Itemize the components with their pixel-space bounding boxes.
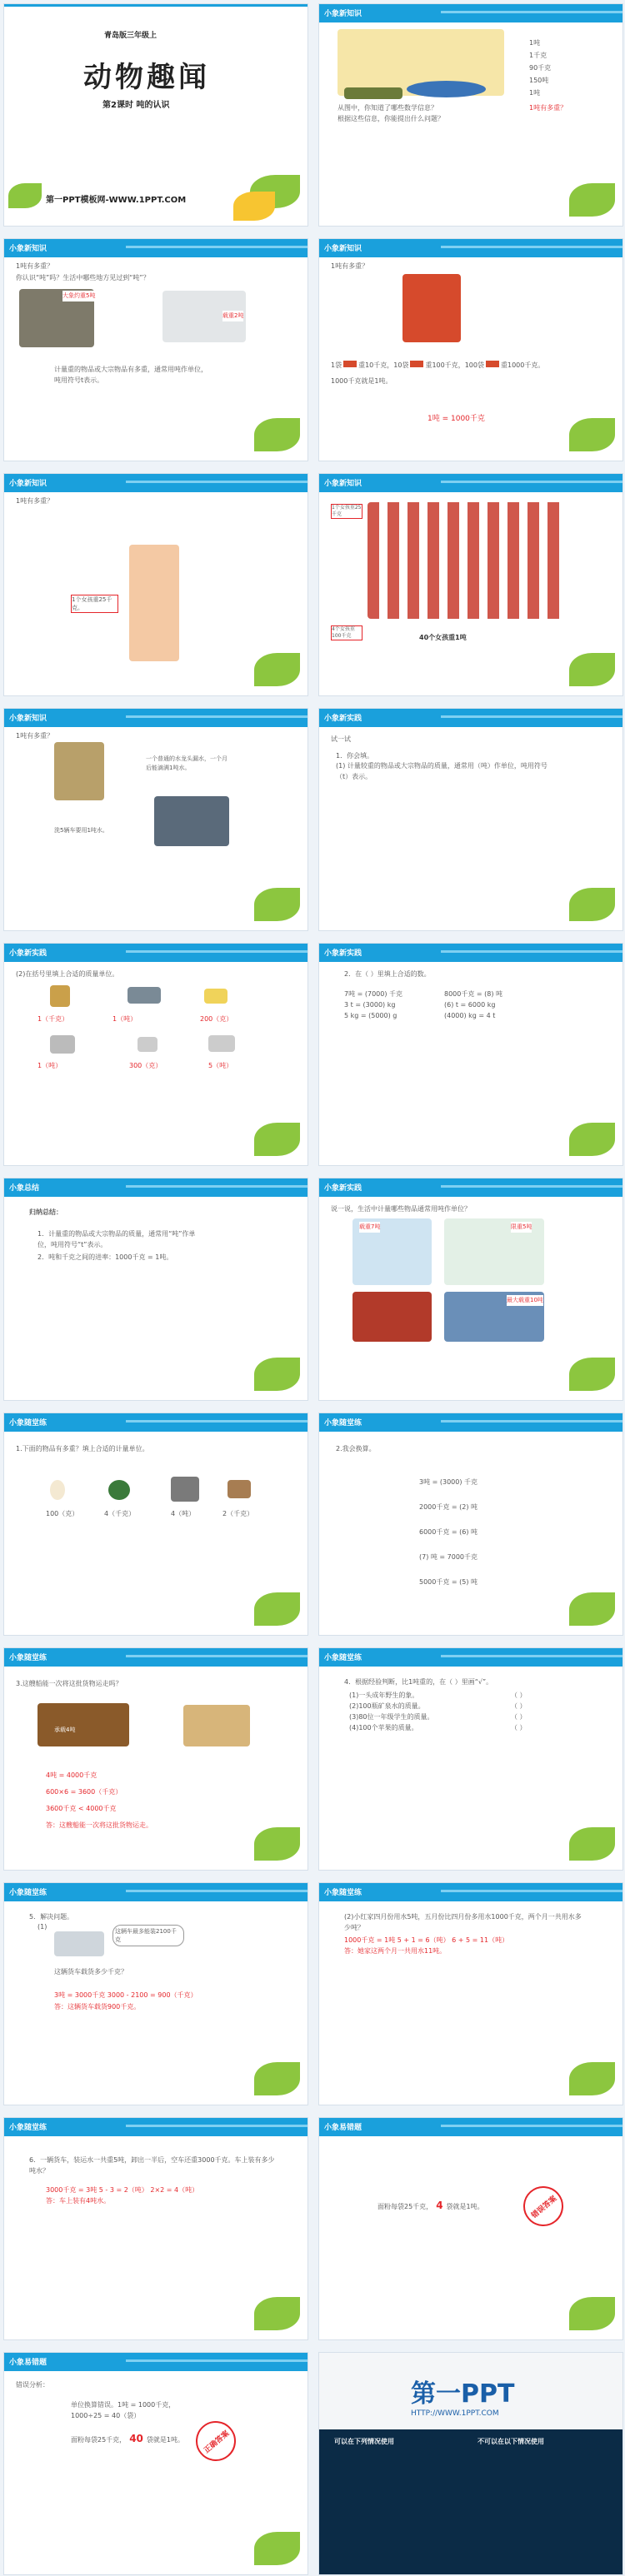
banner — [319, 1648, 622, 1667]
note-text: 计量重的物品或大宗物品有多重，通常用吨作单位，吨用符号t表示。 — [54, 366, 208, 384]
slide-tag: 小象易错题 — [324, 2124, 362, 2132]
page-title: 动物趣闻 — [83, 61, 210, 94]
answer-label: 5（吨） — [208, 1062, 233, 1069]
elephant-caption: 大象约重5吨 — [62, 291, 95, 301]
leaf-icon — [569, 2297, 615, 2330]
judge-row: (3)80位一年级学生的质量。 — [349, 1713, 434, 1721]
analysis-line: 1000÷25 = 40（袋） — [71, 2412, 141, 2419]
slide-4 — [318, 238, 623, 461]
question: 1吨有多重？ — [16, 497, 54, 505]
banner — [319, 944, 622, 962]
slide-3 — [3, 238, 308, 461]
answer-label: 2（千克） — [222, 1510, 254, 1517]
judge-mark: （ ） — [511, 1692, 527, 1699]
leaf-icon — [254, 1827, 300, 1861]
question: 这辆货车载货多少千克？ — [54, 1968, 128, 1976]
leaf-icon — [569, 418, 615, 451]
grade-label: 青岛版三年级上 — [104, 32, 158, 40]
rabbit-image — [228, 1480, 251, 1498]
slide-tag: 小象新知识 — [9, 715, 48, 723]
slide-tag: 小象随堂练 — [324, 1889, 362, 1897]
slide-tag: 小象随堂练 — [9, 1889, 48, 1897]
leaf-icon — [569, 1827, 615, 1861]
heading: 归纳总结： — [29, 1208, 62, 1216]
slide-tag: 小象新知识 — [9, 245, 48, 253]
leaf-icon — [254, 2062, 300, 2095]
heading: 3.这艘船能一次将这批货物运走吗？ — [16, 1680, 122, 1687]
item-2: (1) 计量较重的物品或大宗物品的质量，通常用（吨）作单位，吨用符号（t）表示。 — [336, 762, 548, 780]
slide-18 — [318, 1882, 623, 2105]
heading: 4．根据经验判断，比1吨重的，在（ ）里画“√”。 — [344, 1678, 493, 1686]
whale-image — [407, 81, 486, 97]
slide-tag: 小象总结 — [9, 1184, 40, 1193]
slide-21 — [3, 2352, 308, 2575]
weight-3: 90千克 — [529, 64, 552, 72]
column-heading: 不可以在以下情况使用 — [478, 2438, 544, 2445]
answer-label: 200（克） — [200, 1015, 233, 1023]
leaf-icon — [8, 183, 42, 208]
question: 1吨有多重？ — [331, 262, 369, 270]
answer-line: 答：这辆货车载货900千克。 — [54, 2003, 141, 2010]
box-image — [138, 1037, 158, 1052]
answer-line: 答：车上装有4吨水。 — [46, 2197, 111, 2205]
boxes-image — [183, 1705, 250, 1746]
leaf-icon — [569, 888, 615, 921]
question: 1吨有多重？ — [16, 262, 54, 270]
slide-2 — [318, 3, 623, 227]
convert-row: 3吨 = (3000) 千克 — [419, 1478, 478, 1486]
convert-row: 7吨 = (7000) 千克 — [344, 990, 403, 998]
convert-row: 3 t = (3000) kg — [344, 1001, 396, 1009]
answer-label: 4（吨） — [171, 1510, 196, 1517]
title-top-band — [4, 4, 308, 7]
slide-8 — [318, 708, 623, 931]
footer-band — [319, 2429, 622, 2575]
banner — [319, 1178, 622, 1197]
slide-10 — [318, 943, 623, 1166]
question-2: 根据这些信息，你能提出什么问题？ — [338, 115, 444, 122]
banana-image — [204, 989, 228, 1004]
slide-tag: 小象新实践 — [324, 949, 362, 958]
slide-6 — [318, 473, 623, 696]
faucet-caption: 一个普通的水龙头漏水，一个月后能滴满1吨水。 — [146, 755, 228, 771]
slide-7 — [3, 708, 308, 931]
banner — [319, 474, 622, 492]
scale-image — [129, 545, 179, 661]
answer-line: 答：这艘船能一次将这批货物运走。 — [46, 1821, 152, 1829]
faucet-image — [54, 742, 104, 800]
judge-row: (1)一头成年野生的象。 — [349, 1692, 419, 1699]
point-1: 1．计量重的物品或大宗物品的质量，通常用“吨”作单位，吨用符号“t”表示。 — [38, 1230, 196, 1248]
answer-line: 3吨 = 3000千克 3000 - 2100 = 900（千克） — [54, 1991, 198, 1999]
answer-line: 3000千克 = 3吨 5 - 3 = 2（吨） 2×2 = 4（吨） — [46, 2186, 199, 2194]
banner — [319, 4, 622, 22]
heading: (2)在括号里填上合适的质量单位。 — [16, 970, 119, 978]
banner — [4, 1178, 308, 1197]
slide-tag: 小象易错题 — [9, 2359, 48, 2367]
lesson-label: 第2课时 吨的认识 — [102, 101, 170, 110]
slide-tag: 小象新知识 — [9, 480, 48, 488]
answer-label: 1（吨） — [112, 1015, 138, 1023]
answer-line: 3600千克 < 4000千克 — [46, 1805, 117, 1812]
carwash-caption: 洗5辆车要用1吨水。 — [54, 827, 108, 834]
leaf-icon — [569, 2062, 615, 2095]
sentence: 面粉每袋25千克， 4 袋就是1吨。 — [378, 2200, 484, 2211]
bubble-2: 限重5吨 — [511, 1222, 532, 1233]
ask-text: 你认识“吨”吗？生活中哪些地方见过到“吨”？ — [16, 274, 150, 282]
slide-12 — [318, 1178, 623, 1401]
slide-19 — [3, 2117, 308, 2340]
leaf-icon — [569, 183, 615, 217]
banner — [4, 239, 308, 257]
slide-14 — [318, 1413, 623, 1636]
slide-tag: 小象随堂练 — [9, 1419, 48, 1428]
slide-17 — [3, 1882, 308, 2105]
slide-16 — [318, 1647, 623, 1871]
question: (2)小红家四月份用水5吨，五月份比四月份多用水1000千克，两个月一共用水多少吨？ — [344, 1913, 582, 1931]
leaf-icon — [254, 1592, 300, 1626]
stamp-icon: 错误答案 — [515, 2178, 572, 2235]
leaf-icon — [254, 888, 300, 921]
carwash-image — [154, 796, 229, 846]
logo-url: HTTP://WWW.1PPT.COM — [411, 2409, 499, 2418]
answer-label: 100（克） — [46, 1510, 79, 1517]
equation-text: 1吨 = 1000千克 — [428, 415, 485, 423]
banner — [319, 1883, 622, 1901]
banner — [319, 239, 622, 257]
convert-row: 2000千克 = (2) 吨 — [419, 1503, 478, 1511]
slide-9 — [3, 943, 308, 1166]
convert-row: 5000千克 = (5) 吨 — [419, 1578, 478, 1586]
banner — [4, 1648, 308, 1667]
heading: 2.我会换算。 — [336, 1445, 376, 1452]
slide-tag: 小象新实践 — [324, 715, 362, 723]
shark-image — [128, 987, 161, 1004]
sub-number: (1) — [38, 1923, 48, 1931]
convert-row: 6000千克 = (6) 吨 — [419, 1528, 478, 1536]
heading: 5．解决问题。 — [29, 1913, 74, 1921]
slide-tag: 小象新知识 — [324, 480, 362, 488]
watermelon-image — [108, 1480, 130, 1500]
slide-tag: 小象随堂练 — [324, 1654, 362, 1662]
convert-row: (6) t = 6000 kg — [444, 1001, 496, 1009]
slide-20 — [318, 2117, 623, 2340]
banner — [4, 1883, 308, 1901]
sentence: 面粉每袋25千克， 40 袋就是1吨。 — [71, 2433, 184, 2444]
question: 1吨有多重？ — [16, 732, 54, 740]
amount-line: 1袋 重10千克，10袋 重100千克，100袋 重1000千克。 — [331, 361, 545, 369]
banner — [319, 1413, 622, 1432]
slide-tag: 小象随堂练 — [9, 2124, 48, 2132]
heading: 2．在（ ）里填上合适的数。 — [344, 970, 431, 978]
question-1: 从图中，你知道了哪些数学信息？ — [338, 104, 438, 112]
leaf-icon — [569, 1592, 615, 1626]
crocodile-image — [344, 87, 402, 99]
banner — [319, 709, 622, 727]
slide-tag: 小象新知识 — [324, 10, 362, 18]
logo-text: 第一PPT — [411, 2379, 515, 2409]
convert-row: 5 kg = (5000) g — [344, 1012, 398, 1019]
leaf-icon — [569, 1358, 615, 1391]
slide-tag: 小象随堂练 — [324, 1419, 362, 1428]
leaf-icon — [254, 2532, 300, 2565]
ship-image — [38, 1703, 129, 1746]
banner — [4, 944, 308, 962]
analysis-line: 单位换算错误。1吨 = 1000千克， — [71, 2401, 176, 2409]
judge-row: (2)100瓶矿泉水的质量。 — [349, 1702, 425, 1710]
girls-grid-image — [368, 502, 568, 619]
truck-caption: 载重2吨 — [222, 311, 243, 321]
stamp-icon: 正确答案 — [188, 2413, 244, 2469]
answer-line: 答：她家这两个月一共用水11吨。 — [344, 1947, 447, 1955]
egg-image — [50, 1480, 65, 1500]
slide-title — [3, 3, 308, 227]
banner — [4, 2118, 308, 2136]
heading: 错误分析： — [16, 2381, 49, 2389]
heading: 1.下面的物品有多重？填上合适的计量单位。 — [16, 1445, 149, 1452]
answer-line: 4吨 = 4000千克 — [46, 1771, 98, 1779]
slide-tag: 小象新实践 — [324, 1184, 362, 1193]
caption-1: 1个女孩重25千克 — [332, 505, 362, 517]
convert-row: (7) 吨 = 7000千克 — [419, 1553, 478, 1561]
slide-22 — [318, 2352, 623, 2575]
item-1: 1．你会填。 — [336, 752, 374, 760]
banner — [4, 474, 308, 492]
slide-tag: 小象新实践 — [9, 949, 48, 958]
column-heading: 可以在下列情况使用 — [334, 2438, 394, 2445]
answer-label: 300（克） — [129, 1062, 162, 1069]
answer-line: 1000千克 = 1吨 5 + 1 = 6（吨） 6 + 5 = 11（吨） — [344, 1936, 509, 1944]
leaf-icon — [569, 653, 615, 686]
site-label: 第一PPT模板网-WWW.1PPT.COM — [46, 196, 187, 205]
bubble-3: 最大载重10吨 — [507, 1295, 543, 1306]
truck-image — [54, 1931, 104, 1956]
leaf-icon — [254, 653, 300, 686]
slide-15 — [3, 1647, 308, 1871]
convert-row: (4000) kg = 4 t — [444, 1012, 496, 1019]
question: 6．一辆货车，装运水一共重5吨，卸出一半后，空车还重3000千克。车上装有多少吨水？ — [29, 2156, 275, 2175]
slide-5 — [3, 473, 308, 696]
answer-label: 4（千克） — [104, 1510, 136, 1517]
pineapple-image — [50, 985, 70, 1007]
banner — [4, 709, 308, 727]
cloud-text: 这辆车最多能装2100千克 — [112, 1925, 184, 1946]
judge-mark: （ ） — [511, 1702, 527, 1710]
heading: 说一说，生活中计量哪些物品通常用吨作单位？ — [331, 1205, 471, 1213]
bubble-1: 载重7吨 — [359, 1222, 380, 1233]
banner — [319, 2118, 622, 2136]
heading: 试一试 — [331, 735, 351, 743]
banner — [4, 1413, 308, 1432]
convert-row: 8000千克 = (8) 吨 — [444, 990, 503, 998]
rice-bag-image — [402, 274, 461, 342]
conclusion-text: 1000千克就是1吨。 — [331, 377, 392, 385]
elephant-image — [171, 1477, 199, 1502]
banner — [4, 2353, 308, 2371]
judge-mark: （ ） — [511, 1713, 527, 1721]
leaf-icon — [569, 1123, 615, 1156]
slide-tag: 小象随堂练 — [9, 1654, 48, 1662]
judge-mark: （ ） — [511, 1724, 527, 1731]
weight-4: 150吨 — [529, 77, 549, 84]
caption-2: 4个女孩重100千克 — [331, 625, 362, 640]
sum-text: 40个女孩重1吨 — [419, 634, 467, 641]
leaf-icon — [254, 1123, 300, 1156]
point-2: 2．吨和千克之间的进率：1000千克 = 1吨。 — [38, 1253, 173, 1261]
ask-text: 1吨有多重？ — [529, 104, 568, 112]
weight-5: 1吨 — [529, 89, 541, 97]
hippo-image — [50, 1035, 75, 1054]
truck-image — [208, 1035, 235, 1052]
leaf-icon — [254, 2297, 300, 2330]
answer-line: 600×6 = 3600（千克） — [46, 1788, 122, 1796]
judge-row: (4)100个苹果的质量。 — [349, 1724, 418, 1731]
leaf-icon — [233, 192, 275, 221]
cargo-ship-image — [352, 1292, 432, 1342]
slide-tag: 小象新知识 — [324, 245, 362, 253]
answer-label: 1（千克） — [38, 1015, 69, 1023]
weight-1: 1吨 — [529, 39, 541, 47]
slide-13 — [3, 1413, 308, 1636]
girl-caption: 1个女孩重25千克。 — [71, 595, 118, 613]
answer-label: 1（吨） — [38, 1062, 62, 1069]
slide-11 — [3, 1178, 308, 1401]
weight-2: 1千克 — [529, 52, 548, 59]
ship-label: 承载4吨 — [54, 1726, 76, 1733]
leaf-icon — [254, 418, 300, 451]
leaf-icon — [254, 1358, 300, 1391]
